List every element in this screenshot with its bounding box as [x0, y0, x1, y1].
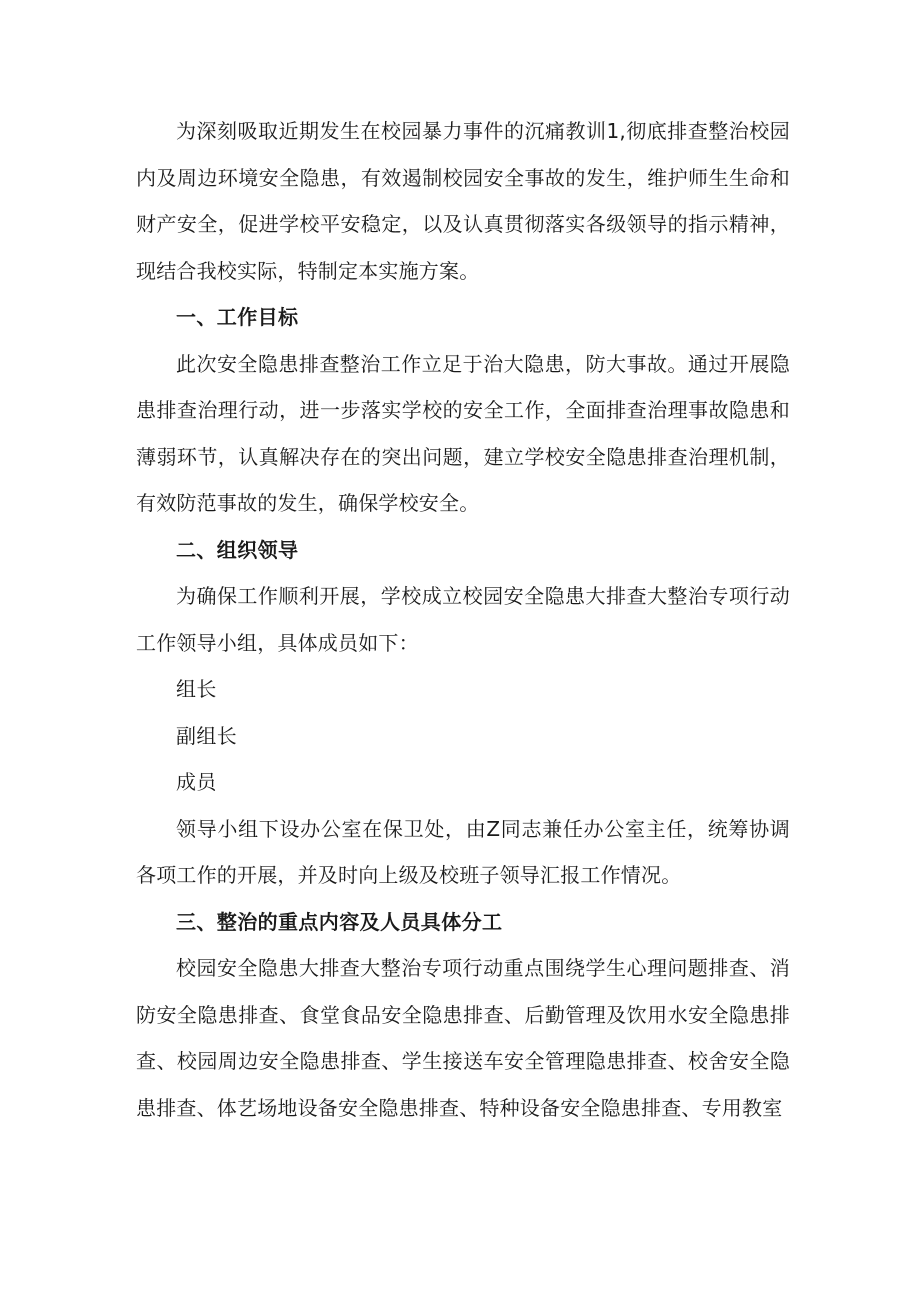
- intro-paragraph: 为深刻吸取近期发生在校园暴力事件的沉痛教训1,彻底排查整治校园内及周边环境安全隐患，有效遏制校园安全事故的发生，维护师生生命和财产安全，促进学校平安稳定，以及认真贯彻落实各级领导的指示精神，现结合我校实际，特制定本实施方案。: [136, 119, 790, 283]
- role-deputy-leader: 副组长: [176, 723, 238, 748]
- document-body: [136, 108, 790, 1131]
- leadership-paragraph: 为确保工作顺利开展，学校成立校园安全隐患大排查大整治专项行动工作领导小组，具体成员如下：: [136, 584, 790, 655]
- role-member: 成员: [176, 770, 217, 794]
- office-paragraph: 领导小组下设办公室在保卫处，由Z同志兼任办公室主任，统筹协调各项工作的开展，并及时向上级及校班子领导汇报工作情况。: [136, 816, 790, 887]
- section-heading-leadership: 二、组织领导: [176, 537, 299, 562]
- section-heading-goals: 一、工作目标: [176, 305, 299, 329]
- goals-paragraph: 此次安全隐患排查整治工作立足于治大隐患，防大事故。通过开展隐患排查治理行动，进一步落实学校的安全工作，全面排查治理事故隐患和薄弱环节，认真解决存在的突出问题，建立学校安全隐患排查治理机制，有效防范事故的发生，确保学校安全。: [136, 351, 790, 515]
- key-content-paragraph: 校园安全隐患大排查大整治专项行动重点围绕学生心理问题排查、消防安全隐患排查、食堂食品安全隐患排查、后勤管理及饮用水安全隐患排查、校园周边安全隐患排查、学生接送车安全管理隐患排查、校舍安全隐患排查、体艺场地设备安全隐患排查、特种设备安全隐患排查、专用教室: [136, 956, 790, 1120]
- section-heading-key-content: 三、整治的重点内容及人员具体分工: [176, 909, 503, 934]
- role-leader: 组长: [176, 677, 217, 701]
